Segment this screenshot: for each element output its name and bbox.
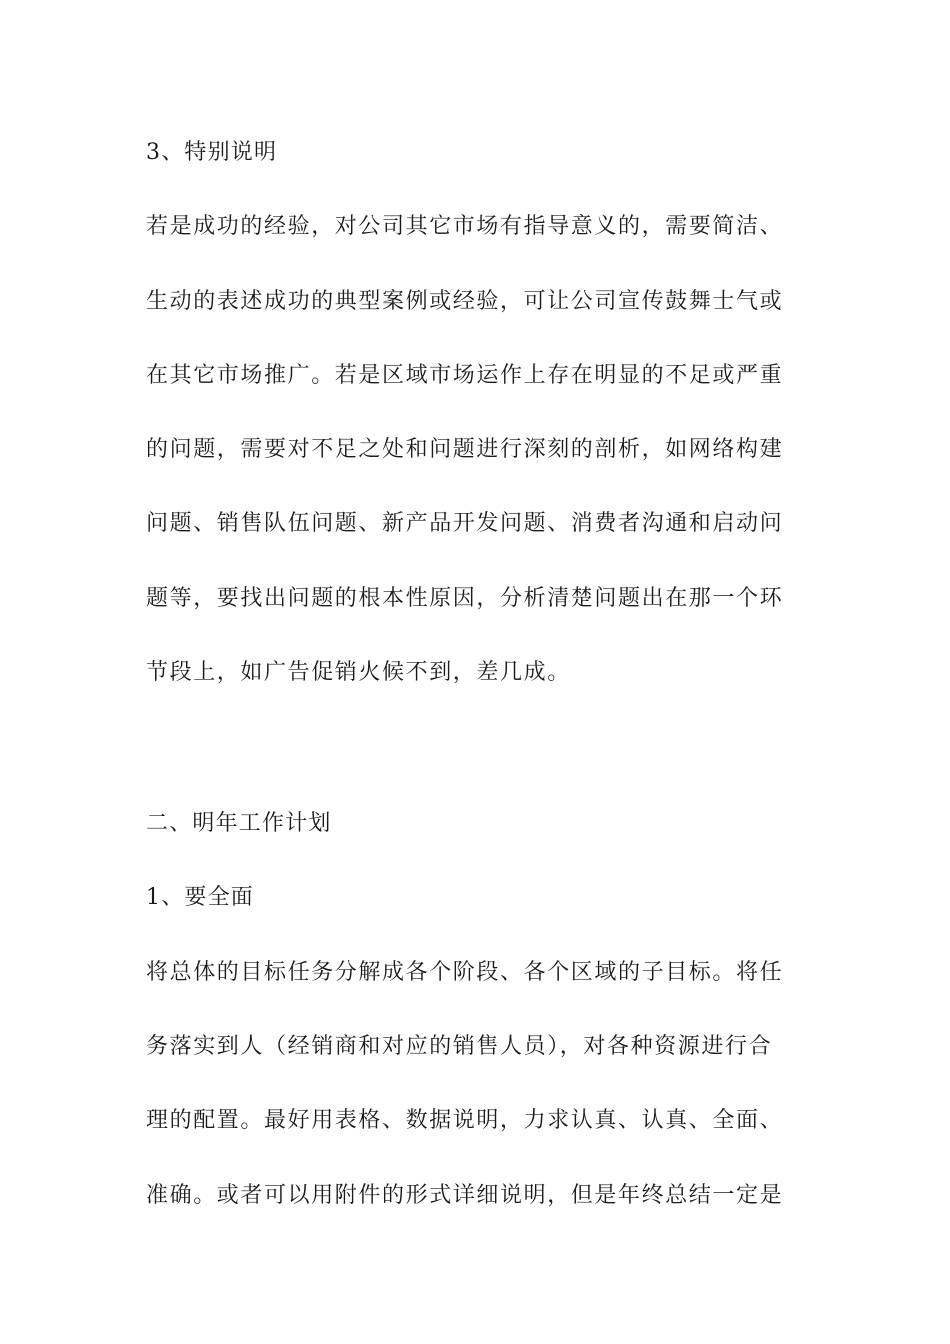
paragraph-line: 若是成功的经验，对公司其它市场有指导意义的，需要简洁、 [146, 214, 784, 239]
paragraph-line: 生动的表述成功的典型案例或经验，可让公司宣传鼓舞士气或 [146, 289, 784, 314]
paragraph-line: 在其它市场推广。若是区域市场运作上存在明显的不足或严重 [146, 363, 784, 388]
paragraph-line: 节段上，如广告促销火候不到，差几成。 [146, 660, 571, 685]
paragraph-line: 题等，要找出问题的根本性原因，分析清楚问题出在那一个环 [146, 586, 784, 611]
paragraph-line: 务落实到人（经销商和对应的销售人员），对各种资源进行合 [146, 1034, 773, 1059]
subsection-heading-comprehensive: 1、要全面 [146, 885, 254, 910]
paragraph-line: 的问题，需要对不足之处和问题进行深刻的剖析，如网络构建 [146, 437, 784, 462]
paragraph-line: 将总体的目标任务分解成各个阶段、各个区域的子目标。将任 [146, 960, 784, 985]
section-heading-special-notes: 3、特别说明 [146, 140, 278, 165]
paragraph-line: 问题、销售队伍问题、新产品开发问题、消费者沟通和启动问 [146, 511, 784, 536]
paragraph-line: 理的配置。最好用表格、数据说明，力求认真、认真、全面、 [146, 1108, 784, 1133]
section-heading-next-year-plan: 二、明年工作计划 [146, 811, 332, 836]
paragraph-line: 准确。或者可以用附件的形式详细说明，但是年终总结一定是 [146, 1183, 784, 1208]
